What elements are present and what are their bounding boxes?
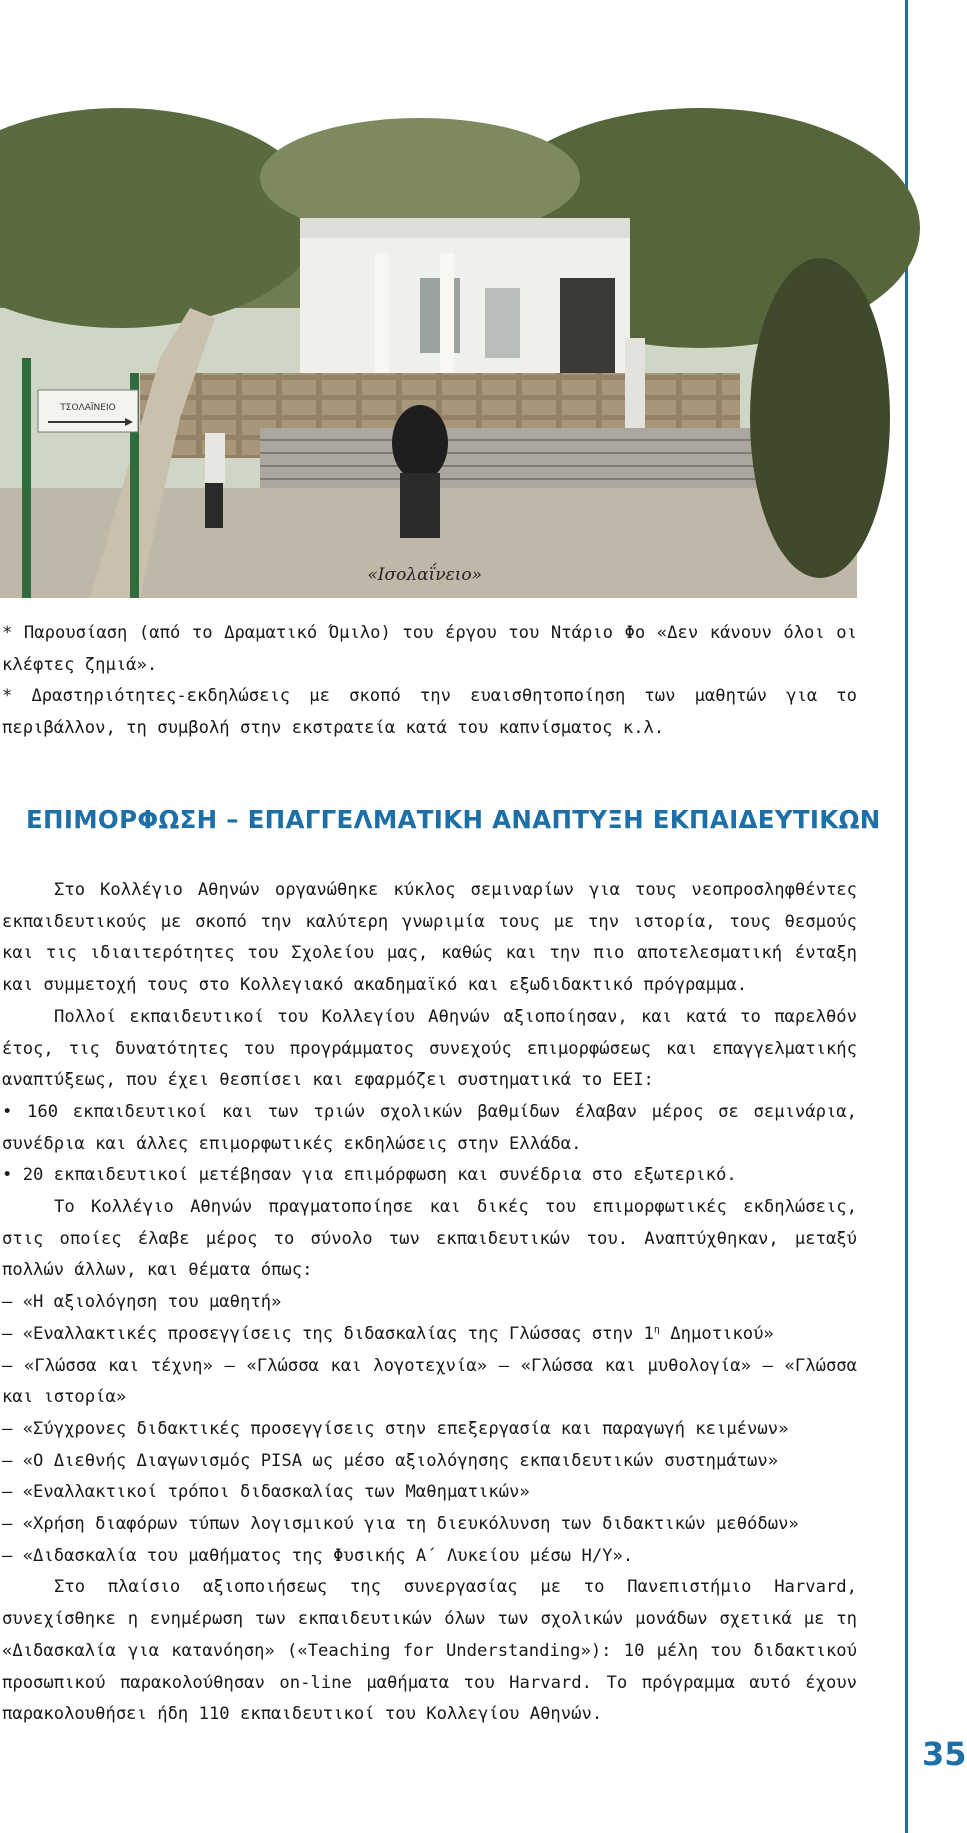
topic-item: – «Χρήση διαφόρων τύπων λογισμικού για τη διευκόλυνση των διδακτικών μεθόδων» bbox=[2, 1514, 799, 1535]
topic-item: – «Ο Διεθνής Διαγωνισμός PISA ως μέσο αξιολόγησης εκπαιδευτικών συστημάτων» bbox=[2, 1450, 779, 1471]
building-photo bbox=[0, 158, 857, 598]
section-body bbox=[2, 875, 857, 1731]
topic-item: – «Γλώσσα και τέχνη» – «Γλώσσα και λογοτεχνία» – «Γλώσσα και μυθολογία» – «Γλώσσα και ιστορία» bbox=[2, 1355, 857, 1408]
topic-item: – «Διδασκαλία του μαθήματος της Φυσικής Α΄ Λυκείου μέσω Η/Υ». bbox=[2, 1545, 634, 1566]
intro-item: * Δραστηριότητες-εκδηλώσεις με σκοπό την ευαισθητοποίηση των μαθητών για το περιβάλλον, τη συμβολή στην εκστρατεία κατά του καπνίσματος κ.λ. bbox=[2, 686, 857, 739]
photo-caption: «Ισολαΐνειο» bbox=[367, 565, 482, 585]
topic-text: – «Εναλλακτικές προσεγγίσεις της διδασκαλίας της Γλώσσας στην 1 bbox=[2, 1323, 654, 1344]
topic-text: Δημοτικού» bbox=[659, 1323, 774, 1344]
paragraph: Πολλοί εκπαιδευτικοί του Κολλεγίου Αθηνών αξιοποίησαν, και κατά το παρελθόν έτος, τις δυνατότητες του προγράμματος συνεχούς επιμορφώσεως και επαγγελματικής αναπτύξεως, που έχει θεσπίσει και εφαρμόζει συστηματικά το ΕΕΙ: bbox=[2, 1006, 857, 1091]
paragraph: Στο Κολλέγιο Αθηνών οργανώθηκε κύκλος σεμιναρίων για τους νεοπροσληφθέντες εκπαιδευτικούς με σκοπό την καλύτερη γνωριμία τους με την ιστορία, τους θεσμούς και τις ιδιαιτερότητες του Σχολείου μας, καθώς και την πιο αποτελεσματική ένταξη και συμμετοχή τους στο Κολλεγιακό ακαδημαϊκό και εξωδιδακτικό πρόγραμμα. bbox=[2, 880, 857, 996]
intro-list bbox=[2, 618, 857, 745]
paragraph: Στο πλαίσιο αξιοποιήσεως της συνεργασίας με το Πανεπιστήμιο Harvard, συνεχίσθηκε η ενημέρωση των εκπαιδευτικών όλων των σχολικών μονάδων σχετικά με τη «Διδασκαλία για κατανόηση» («Teaching for Understanding»): 10 μέλη του διδακτικού προσωπικού παρακολούθησαν on-line μαθήματα του Harvard. Το πρόγραμμα αυτό έχουν παρακολουθήσει ήδη 110 εκπαιδευτικοί του Κολλεγίου Αθηνών. bbox=[2, 1577, 857, 1725]
bullet-item: • 20 εκπαιδευτικοί μετέβησαν για επιμόρφωση και συνέδρια στο εξωτερικό. bbox=[2, 1160, 857, 1192]
margin-rule bbox=[905, 0, 908, 1833]
topic-item: – «Εναλλακτικοί τρόποι διδασκαλίας των Μαθηματικών» bbox=[2, 1482, 530, 1503]
page-number: 35 bbox=[922, 1735, 967, 1773]
topic-superscript: η bbox=[653, 1324, 660, 1336]
topic-item: – «Η αξιολόγηση του μαθητή» bbox=[2, 1292, 282, 1313]
topic-item bbox=[2, 1319, 857, 1351]
sign-text: ΤΣΟΛΑΪΝΕΙΟ bbox=[60, 403, 116, 413]
topic-item: – «Σύγχρονες διδακτικές προσεγγίσεις στην επεξεργασία και παραγωγή κειμένων» bbox=[2, 1418, 789, 1439]
section-heading: ΕΠΙΜΟΡΦΩΣΗ – ΕΠΑΓΓΕΛΜΑΤΙΚΗ ΑΝΑΠΤΥΞΗ ΕΚΠΑΙΔΕΥΤΙΚΩΝ bbox=[26, 805, 881, 834]
bullet-item: • 160 εκπαιδευτικοί και των τριών σχολικών βαθμίδων έλαβαν μέρος σε σεμινάρια, συνέδρια και άλλες επιμορφωτικές εκδηλώσεις στην Ελλάδα. bbox=[2, 1097, 857, 1160]
paragraph: Το Κολλέγιο Αθηνών πραγματοποίησε και δικές του επιμορφωτικές εκδηλώσεις, στις οποίες έλαβε μέρος το σύνολο των εκπαιδευτικών του. Αναπτύχθηκαν, μεταξύ πολλών άλλων, και θέματα όπως: bbox=[2, 1197, 857, 1281]
intro-item: * Παρουσίαση (από το Δραματικό Όμιλο) του έργου του Ντάριο Φο «Δεν κάνουν όλοι οι κλέφτες ζημιά». bbox=[2, 623, 857, 675]
